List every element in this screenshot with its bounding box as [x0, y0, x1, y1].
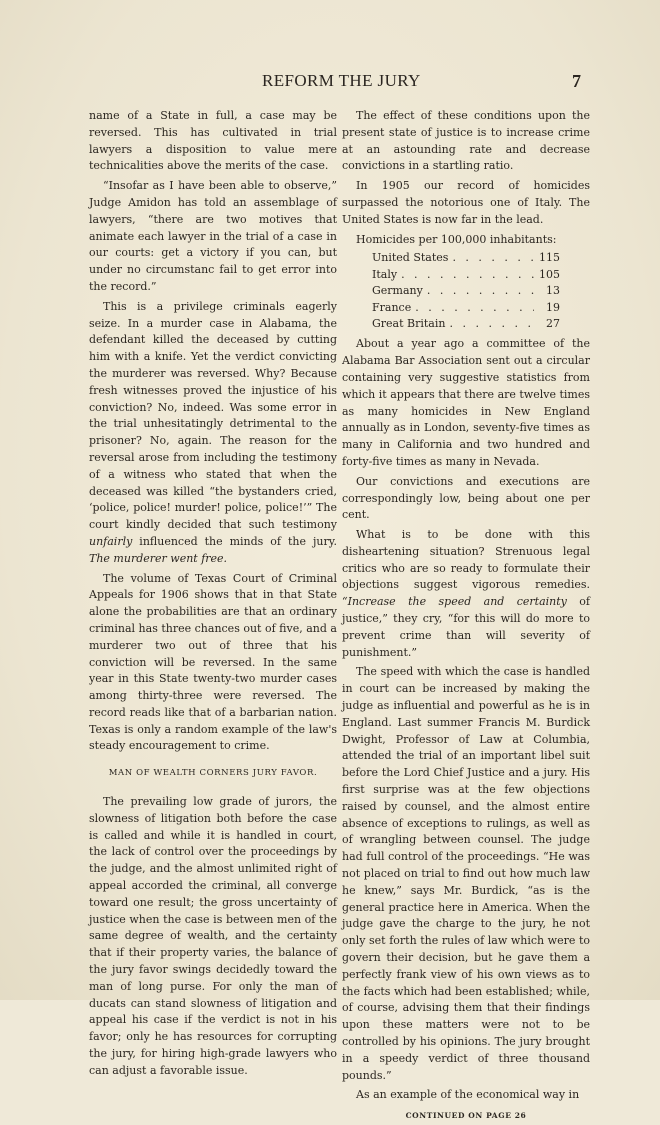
right-column: [342, 108, 590, 1125]
left-column: [89, 108, 337, 1083]
page-number: 7: [572, 71, 581, 91]
stats-row: [372, 316, 560, 332]
paragraph: The effect of these conditions upon the present state of justice is to increase crime at an astounding rate and decrease convictions in a startling ratio.: [342, 109, 590, 173]
paragraph: “Insofar as I have been able to observe,” Judge Amidon has told an assemblage of lawyers, “there are two motives that animate each lawyer in the trial of a case in our courts: get a victory if you can, but under no circumstanc fail to get error into the record.”: [89, 179, 337, 293]
stats-row: [372, 283, 560, 299]
stats-country: Italy: [372, 267, 398, 281]
paragraph: About a year ago a committee of the Alabama Bar Association sent out a circular containing very suggestive statistics from which it appears that there are twelve times as many homicides in New England annually as in London, seventy-five times as many in California and two hundred and forty-five times as many in Nevada.: [342, 337, 590, 468]
paragraph-text: This is a privilege criminals eagerly seize. In a murder case in Alabama, the defendant killed the deceased by cutting him with a knife. Yet the verdict convicting the murderer was reversed. Why? Because fresh witnesses proved the injustice of his conviction? No, indeed. Was some error in the trial unhesitatingly detrimental to the prisoner? No, again. The reason for the reversal arose from including the testimony of a witness who stated that when the deceased was killed “the bystanders cried, ‘police, police! murder! police, police!’” The court kindly decided that such testimony: [89, 299, 337, 532]
stats-row: [372, 250, 560, 266]
paragraph: Our convictions and executions are correspondingly low, being about one per cent.: [342, 474, 590, 522]
stats-value: 105: [539, 267, 560, 281]
stats-value: 27: [546, 316, 560, 330]
running-title: REFORM THE JURY: [262, 71, 421, 90]
paragraph: The speed with which the case is handled in court can be increased by making the judge as influential and powerful as he is in England. Last summer Francis M. Burdick Dwight, Professor of Law at Columbia, attended the trial of an important libel suit before the Lord Chief Justice and a jury. His first surprise was at the few objections raised by counsel, and the almost entire absence of exceptions to rulings, as well as of wrangling between counsel. The judge had full control of the proceedings. “He was not placed on trial to find out how much law he knew,” says Mr. Burdick, “as is the general practice here in America. When the judge gave the charge to the jury, he not only set forth the rules of law which were to govern their decision, but he gave them a perfectly frank view of his own views as to the facts which had been established; while, of course, advising them that their findings upon these matters were not to be controlled by his opinions. The jury brought in a speedy verdict of three thousand pounds.”: [342, 665, 590, 1082]
paragraph: The volume of Texas Court of Criminal Appeals for 1906 shows that in that State alone the probabilities are that an ordinary criminal has three chances out of five, and a murderer two out of three that his conviction will be reversed. In the same year in this State twenty-two murder cases among thirty-three were reversed. The record reads like that of a barbarian nation. Texas is only a random example of the law's steady encouragement to crime.: [89, 571, 337, 753]
continued-note: CONTINUED ON PAGE 26: [405, 1111, 527, 1121]
stats-value: 115: [539, 251, 560, 265]
leader-dots: [449, 316, 534, 333]
italic-text: “Increase the speed and certainty: [342, 595, 567, 609]
paragraph: In 1905 our record of homicides surpassed the notorious one of Italy. The United States is now far in the lead.: [342, 179, 590, 226]
paragraph: The prevailing low grade of jurors, the slowness of litigation both before the case is called and while it is handled in court, the lack of control over the proceedings by the judge, and the almost unlimited right of appeal accorded the criminal, all converge toward one result; the gross uncertainty of justice when the case is between men of the same degree of wealth, and the certainty that if their property varies, the balance of the jury favor swings decidedly toward the man of long purse. For only the man of ducats can stand slowness of litigation and appeal his case if the verdict is not in his favor; only he has resources for corrupting the jury, for hiring high-grade lawyers who can adjust a favorable issue.: [89, 795, 337, 1077]
leader-dots: [401, 267, 534, 284]
paragraph-text: What is to be done with this disheartening situation? Strenuous legal critics who are so ready to formulate their objections suggest vigorous remedies.: [342, 528, 590, 592]
stats-country: France: [372, 300, 412, 314]
paragraph: As an example of the economical way in: [356, 1088, 580, 1102]
leader-dots: [452, 250, 534, 267]
stats-country: Great Britain: [372, 316, 446, 330]
stats-row: [372, 267, 560, 283]
stats-value: 13: [546, 284, 560, 298]
stats-value: 19: [546, 300, 560, 314]
running-header: [0, 71, 660, 93]
leader-dots: [415, 300, 534, 317]
italic-text: unfairly: [89, 534, 133, 548]
leader-dots: [427, 283, 534, 300]
homicide-stats-table: [372, 250, 560, 332]
stats-caption: Homicides per 100,000 inhabitants:: [356, 232, 557, 246]
stats-country: United States: [372, 251, 449, 265]
stats-row: [372, 300, 560, 316]
paragraph: [342, 527, 590, 661]
paragraph: name of a State in full, a case may be reversed. This has cultivated in trial lawyers a disposition to value mere technicalities above the merits of the case.: [89, 109, 337, 173]
paragraph-text: of justice,” they cry, “for this will do more to prevent crime than will severity of punishment.”: [342, 595, 590, 659]
italic-text: The murderer went free.: [89, 551, 228, 565]
stats-country: Germany: [372, 284, 423, 298]
paragraph: [89, 299, 337, 568]
paragraph-text: influenced the minds of the jury.: [132, 534, 337, 548]
section-subheading: MAN OF WEALTH CORNERS JURY FAVOR.: [108, 768, 318, 779]
